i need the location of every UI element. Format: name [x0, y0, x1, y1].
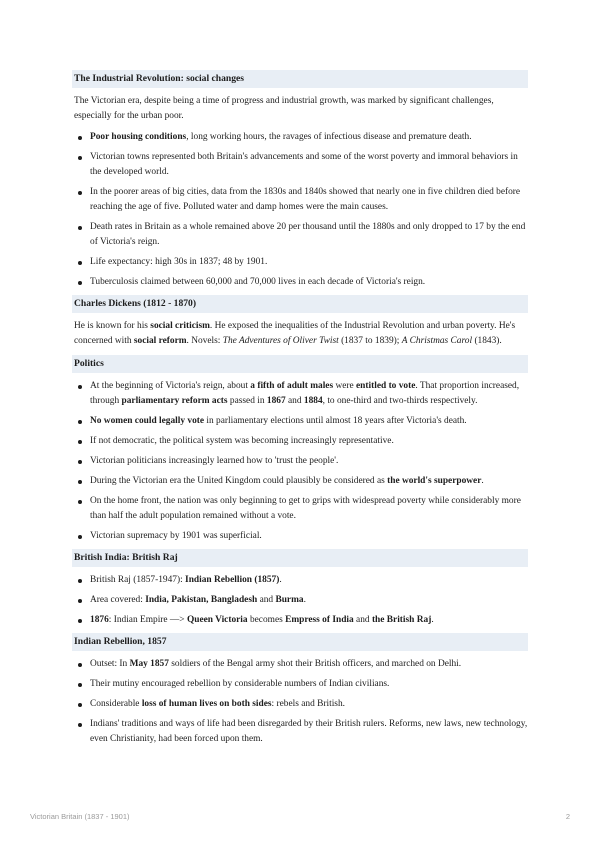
list-item: Victorian supremacy by 1901 was superficial.: [72, 529, 528, 544]
list-item: Area covered: India, Pakistan, Bangladesh and Burma.: [72, 593, 528, 608]
intro-paragraph: The Victorian era, despite being a time of progress and industrial growth, was marked by significant challenges, especially for the urban poor.: [74, 96, 494, 121]
section-heading-politics: Politics: [72, 355, 528, 373]
list-item: If not democratic, the political system was becoming increasingly representative.: [72, 434, 528, 449]
list-item: During the Victorian era the United Kingdom could plausibly be considered as the world's superpower.: [72, 474, 528, 489]
politics-list: [72, 379, 528, 544]
list-item: Life expectancy: high 30s in 1837; 48 by 1901.: [72, 255, 528, 270]
list-item: In the poorer areas of big cities, data from the 1830s and 1840s showed that nearly one in five children died before reaching the age of five. Polluted water and damp homes were the main causes.: [72, 185, 528, 215]
list-item: Poor housing conditions, long working hours, the ravages of infectious disease and premature death.: [72, 130, 528, 145]
section-heading-industrial-revolution: The Industrial Revolution: social changes: [72, 70, 528, 88]
list-item: Indians' traditions and ways of life had been disregarded by their British rulers. Reforms, new laws, new technology, even Christianity, had been forced upon them.: [72, 717, 528, 747]
list-item: Their mutiny encouraged rebellion by considerable numbers of Indian civilians.: [72, 677, 528, 692]
bullet-icon: [78, 723, 82, 727]
section-heading-indian-rebellion: Indian Rebellion, 1857: [72, 633, 528, 651]
page-number: 2: [565, 812, 570, 821]
bullet-icon: [78, 619, 82, 623]
footer-document-title: Victorian Britain (1837 - 1901): [30, 812, 130, 821]
page-footer: [30, 812, 570, 821]
bullet-icon: [78, 191, 82, 195]
bullet-icon: [78, 683, 82, 687]
bullet-icon: [78, 703, 82, 707]
list-item: No women could legally vote in parliamentary elections until almost 18 years after Victoria's death.: [72, 414, 528, 429]
bullet-icon: [78, 226, 82, 230]
bullet-icon: [78, 420, 82, 424]
list-item: British Raj (1857-1947): Indian Rebellion (1857).: [72, 573, 528, 588]
list-item: Outset: In May 1857 soldiers of the Bengal army shot their British officers, and marched on Delhi.: [72, 657, 528, 672]
section-heading-charles-dickens: Charles Dickens (1812 - 1870): [72, 295, 528, 313]
dickens-paragraph: He is known for his social criticism. He exposed the inequalities of the Industrial Revolution and urban poverty. He's concerned with social reform. Novels: The Adventures of Oliver Twist (1837 to 1839); A Christmas Carol (1843).: [74, 321, 516, 346]
bullet-icon: [78, 599, 82, 603]
list-item: Death rates in Britain as a whole remained above 20 per thousand until the 1880s and only dropped to 17 by the end of Victoria's reign.: [72, 220, 528, 250]
list-item: Considerable loss of human lives on both sides: rebels and British.: [72, 697, 528, 712]
list-item: Tuberculosis claimed between 60,000 and 70,000 lives in each decade of Victoria's reign.: [72, 275, 528, 290]
bullet-icon: [78, 156, 82, 160]
bullet-icon: [78, 535, 82, 539]
list-item: 1876: Indian Empire —> Queen Victoria becomes Empress of India and the British Raj.: [72, 613, 528, 628]
document-body: [72, 70, 528, 752]
bullet-icon: [78, 281, 82, 285]
list-item: On the home front, the nation was only beginning to get to grips with widespread poverty while considerably more than half the adult population remained without a vote.: [72, 494, 528, 524]
list-item: Victorian politicians increasingly learned how to 'trust the people'.: [72, 454, 528, 469]
bullet-icon: [78, 500, 82, 504]
section-heading-british-india: British India: British Raj: [72, 549, 528, 567]
bullet-icon: [78, 460, 82, 464]
bullet-icon: [78, 261, 82, 265]
industrial-revolution-list: [72, 130, 528, 290]
list-item: Victorian towns represented both Britain's advancements and some of the worst poverty and immoral behaviors in the developed world.: [72, 150, 528, 180]
bullet-icon: [78, 440, 82, 444]
bullet-icon: [78, 663, 82, 667]
bullet-icon: [78, 480, 82, 484]
indian-rebellion-list: [72, 657, 528, 747]
bullet-icon: [78, 385, 82, 389]
bullet-icon: [78, 136, 82, 140]
bullet-icon: [78, 579, 82, 583]
list-item: At the beginning of Victoria's reign, about a fifth of adult males were entitled to vote. That proportion increased, through parliamentary reform acts passed in 1867 and 1884, to one-third and two-thirds respectively.: [72, 379, 528, 409]
british-india-list: [72, 573, 528, 628]
